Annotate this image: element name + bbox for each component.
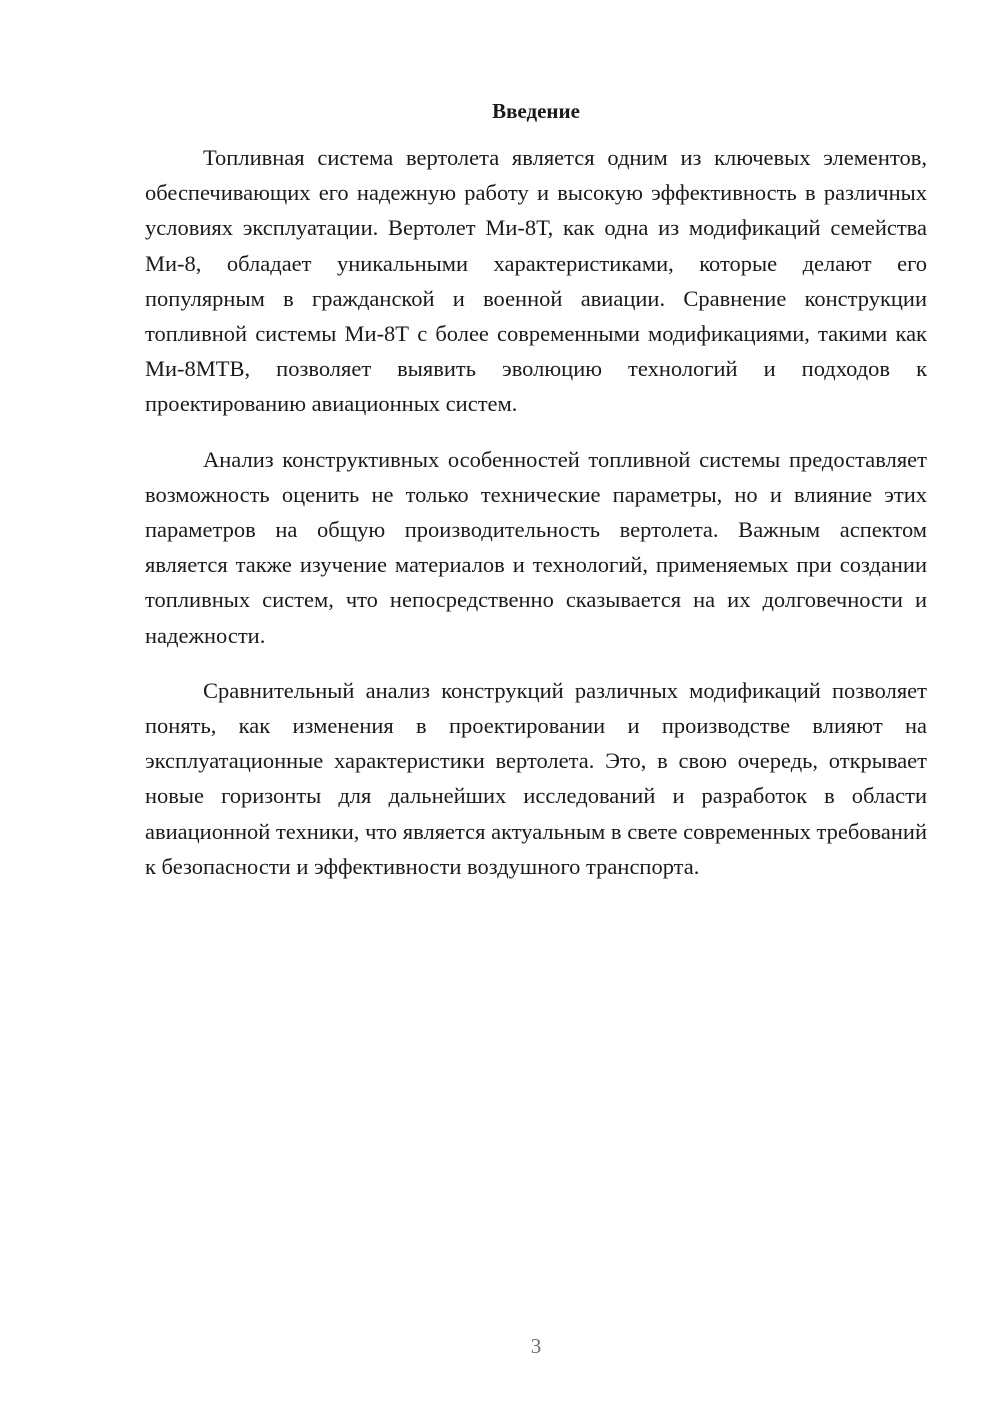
paragraph-2: Анализ конструктивных особенностей топливной системы предоставляет возможность оценить не только технические параметры, но и влияние этих параметров на общую производительность вертолета. Важным аспектом является также изучение материалов и технологий, применяемых при создании топливных систем, что непосредственно сказывается на их долговечности и надежности.	[145, 446, 927, 648]
paragraph-1: Топливная система вертолета является одним из ключевых элементов, обеспечивающих его надежную работу и высокую эффективность в различных условиях эксплуатации. Вертолет Ми-8Т, как одна из модификаций семейства Ми-8, обладает уникальными характеристиками, которые делают его популярным в гражданской и военной авиации. Сравнение конструкции топливной системы Ми-8Т с более современными модификациями, такими как Ми-8МТВ, позволяет выявить эволюцию технологий и подходов к проектированию авиационных систем.	[145, 145, 927, 417]
paragraph-3: Сравнительный анализ конструкций различных модификаций позволяет понять, как изменения в проектировании и производстве влияют на эксплуатационные характеристики вертолета. Это, в свою очередь, открывает новые горизонты для дальнейших исследований и разработок в области авиационной техники, что является актуальным в свете современных требований к безопасности и эффективности воздушного транспорта.	[145, 677, 927, 879]
document-page	[145, 96, 927, 904]
section-heading: Введение	[492, 99, 580, 123]
page-number: 3	[530, 1334, 542, 1358]
